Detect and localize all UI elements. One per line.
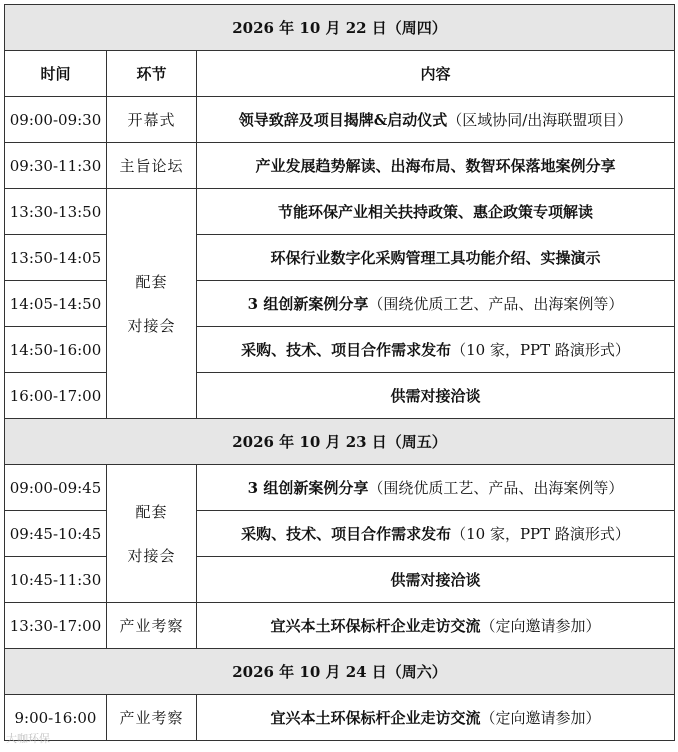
content-cell xyxy=(197,511,675,557)
content-cell xyxy=(197,189,675,235)
content-main: 供需对接洽谈 xyxy=(390,386,481,405)
segment-label-line2: 对接会 xyxy=(127,546,176,565)
schedule-table xyxy=(4,4,675,741)
segment-cell-matching xyxy=(107,465,197,603)
table-row xyxy=(5,327,675,373)
time-cell: 13:30-13:50 xyxy=(5,189,107,235)
content-cell xyxy=(197,603,675,649)
table-row xyxy=(5,97,675,143)
table-row xyxy=(5,143,675,189)
table-row xyxy=(5,189,675,235)
time-cell: 10:45-11:30 xyxy=(5,557,107,603)
segment-cell: 主旨论坛 xyxy=(107,143,197,189)
segment-cell: 产业考察 xyxy=(107,695,197,741)
segment-cell: 产业考察 xyxy=(107,603,197,649)
table-row xyxy=(5,373,675,419)
content-cell xyxy=(197,465,675,511)
content-cell xyxy=(197,235,675,281)
content-cell xyxy=(197,557,675,603)
column-header-row xyxy=(5,51,675,97)
time-cell: 09:30-11:30 xyxy=(5,143,107,189)
time-cell: 09:00-09:45 xyxy=(5,465,107,511)
date-label: 2026 年 10 月 23 日（周五） xyxy=(5,419,675,465)
content-cell xyxy=(197,695,675,741)
table-row xyxy=(5,281,675,327)
segment-cell-matching xyxy=(107,189,197,419)
content-note: （10 家，PPT 路演形式） xyxy=(451,524,630,543)
content-note: （定向邀请参加） xyxy=(480,708,601,727)
content-main: 供需对接洽谈 xyxy=(390,570,481,589)
date-row-day2 xyxy=(5,419,675,465)
content-main: 领导致辞及项目揭牌&启动仪式 xyxy=(238,110,448,129)
time-cell: 16:00-17:00 xyxy=(5,373,107,419)
table-row xyxy=(5,695,675,741)
time-cell: 14:50-16:00 xyxy=(5,327,107,373)
date-label: 2026 年 10 月 22 日（周四） xyxy=(5,5,675,51)
header-content: 内容 xyxy=(197,51,675,97)
time-cell: 13:30-17:00 xyxy=(5,603,107,649)
content-main: 采购、技术、项目合作需求发布 xyxy=(241,524,452,543)
time-cell: 09:45-10:45 xyxy=(5,511,107,557)
table-row xyxy=(5,511,675,557)
content-main: 3 组创新案例分享 xyxy=(247,478,369,497)
content-main: 环保行业数字化采购管理工具功能介绍、实操演示 xyxy=(270,248,601,267)
content-main: 产业发展趋势解读、出海布局、数智环保落地案例分享 xyxy=(255,156,616,175)
content-main: 节能环保产业相关扶持政策、惠企政策专项解读 xyxy=(278,202,594,221)
content-note: （定向邀请参加） xyxy=(480,616,601,635)
watermark: 大咖环保 xyxy=(6,732,50,745)
table-row xyxy=(5,465,675,511)
time-cell: 14:05-14:50 xyxy=(5,281,107,327)
content-note: （围绕优质工艺、产品、出海案例等） xyxy=(368,294,624,313)
segment-label-line1: 配套 xyxy=(135,272,168,291)
content-cell xyxy=(197,373,675,419)
segment-label-line2: 对接会 xyxy=(127,316,176,335)
content-cell xyxy=(197,327,675,373)
content-cell xyxy=(197,97,675,143)
content-note: （围绕优质工艺、产品、出海案例等） xyxy=(368,478,624,497)
table-row xyxy=(5,557,675,603)
date-label: 2026 年 10 月 24 日（周六） xyxy=(5,649,675,695)
date-row-day1 xyxy=(5,5,675,51)
content-note: （10 家，PPT 路演形式） xyxy=(451,340,630,359)
table-row xyxy=(5,603,675,649)
segment-label-line1: 配套 xyxy=(135,502,168,521)
content-main: 3 组创新案例分享 xyxy=(247,294,369,313)
content-cell xyxy=(197,143,675,189)
time-cell: 9:00-16:00 xyxy=(5,695,107,741)
date-row-day3 xyxy=(5,649,675,695)
table-row xyxy=(5,235,675,281)
content-main: 宜兴本土环保标杆企业走访交流 xyxy=(270,708,481,727)
segment-cell: 开幕式 xyxy=(107,97,197,143)
header-time: 时间 xyxy=(5,51,107,97)
time-cell: 13:50-14:05 xyxy=(5,235,107,281)
content-main: 宜兴本土环保标杆企业走访交流 xyxy=(270,616,481,635)
content-cell xyxy=(197,281,675,327)
time-cell: 09:00-09:30 xyxy=(5,97,107,143)
content-main: 采购、技术、项目合作需求发布 xyxy=(241,340,452,359)
header-segment: 环节 xyxy=(107,51,197,97)
content-note: （区域协同/出海联盟项目） xyxy=(447,110,633,129)
